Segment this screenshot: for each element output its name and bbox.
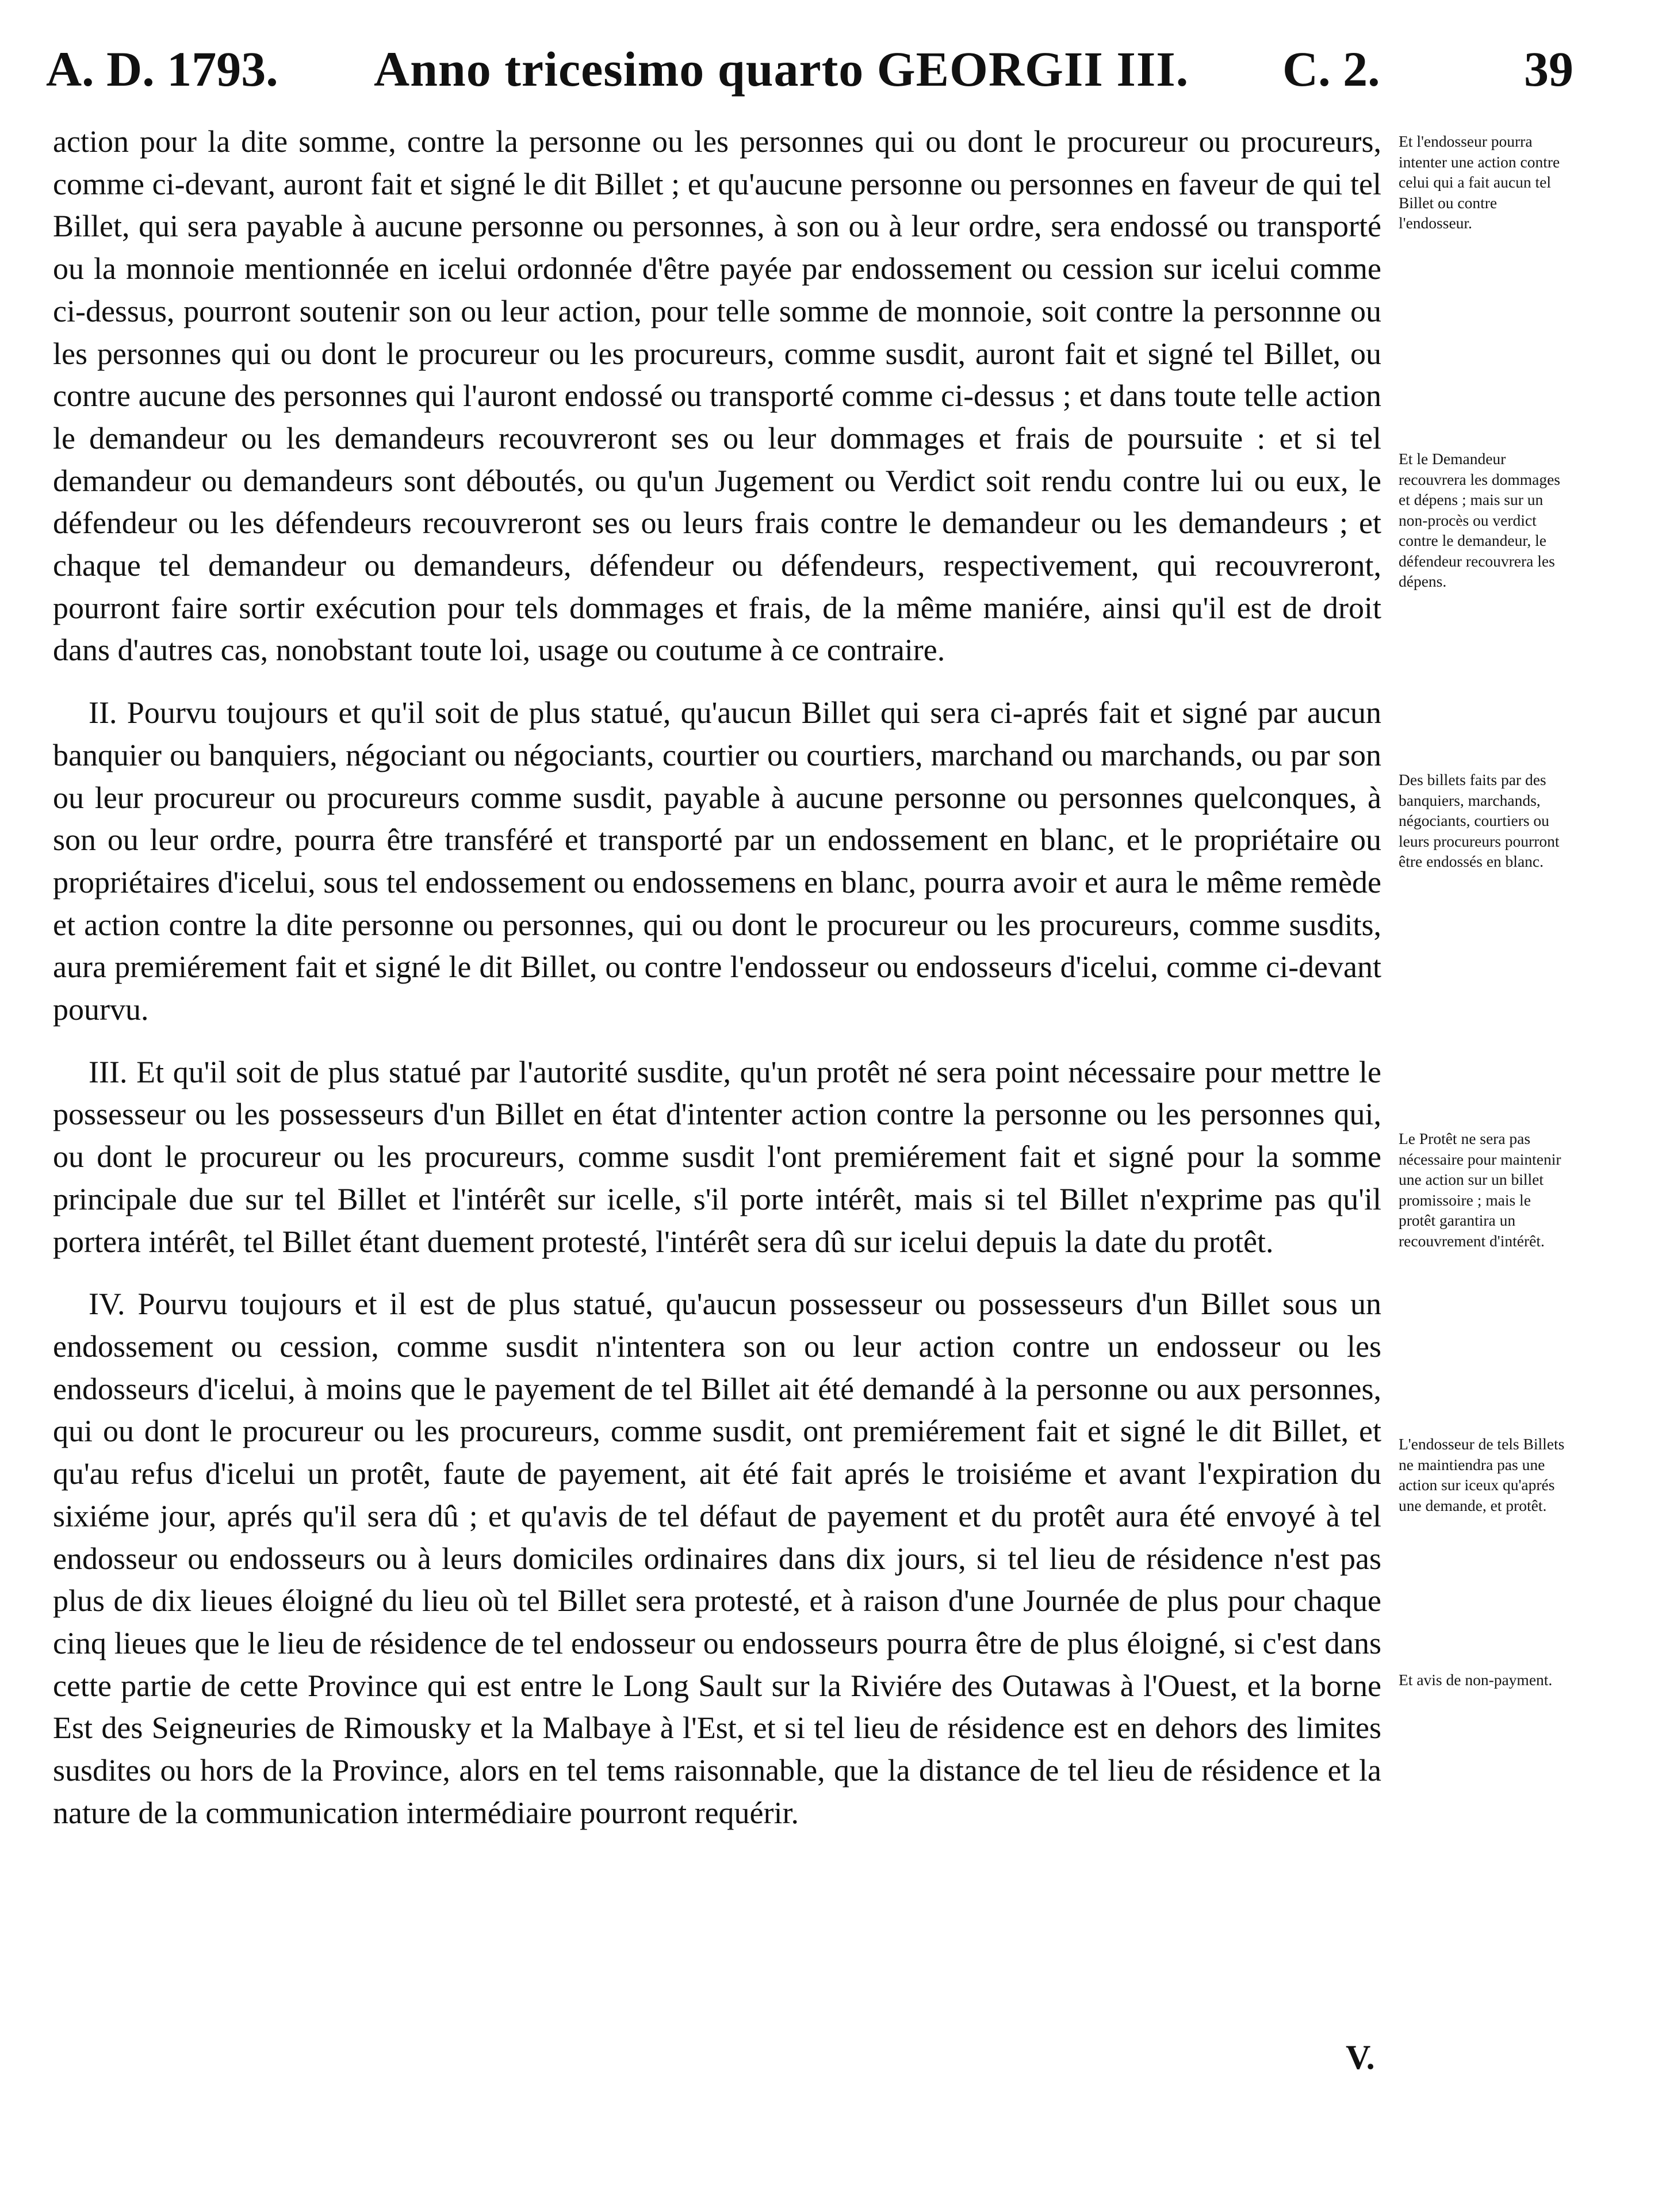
margin-note-damages-costs: Et le Demandeur recouvrera les dommages et dépens ; mais sur un non-procès ou verdict contre le demandeur, le défendeur recouvrera les dépens. [1399,450,1560,590]
running-header [46,35,1599,109]
margin-note-demand-protest: L'endosseur de tels Billets ne maintiendra pas une action sur iceux qu'aprés une demande, et protêt. [1399,1435,1565,1514]
margin-note-non-payment: Et avis de non-payment. [1399,1671,1553,1689]
body-text [53,121,1381,1834]
paragraph-continuation: action pour la dite somme, contre la personne ou les personnes qui ou dont le procureur ou procureurs, comme ci-devant, auront fait et signé le dit Billet ; et qu'aucune personne ou personnes en faveur de qui tel Billet, qui sera payable à aucune personne ou personnes, à son ou à leur ordre, sera endossé ou transporté ou la monnoie mentionnée en icelui ordonnée d'être payée par endossement ou cession sur icelui comme ci-dessus, pourront soutenir son ou leur action, pour telle somme de monnoie, soit contre la personnne ou les personnes qui ou dont le procureur ou les procureurs, comme susdit, auront fait et signé tel Billet, ou contre aucune des personnes qui l'auront endossé ou transporté comme ci-dessus ; et dans toute telle action le demandeur ou les demandeurs recouvreront ses ou leur dommages et frais de poursuite : et si tel demandeur ou demandeurs sont déboutés, ou qu'un Jugement ou Verdict soit rendu contre lui ou eux, le défendeur ou les défendeurs recouvreront ses ou leurs frais contre le demandeur ou les demandeurs ; et chaque tel demandeur ou demandeurs, défendeur ou défendeurs, respectivement, qui recouvreront, pourront faire sortir exécution pour tels dommages et frais, de la même maniére, ainsi qu'il est de droit dans d'autres cas, nonobstant toute loi, usage ou coutume à ce contraire. [53,124,1381,668]
margin-note-blank-endorsement: Des billets faits par des banquiers, marchands, négociants, courtiers ou leurs procureurs pourront être endossés en blanc. [1399,771,1560,870]
page-number: 39 [1524,41,1573,97]
catchword: V. [1346,2038,1375,2076]
header-year: A. D. 1793. [46,41,278,97]
paragraph-section-4: IV. Pourvu toujours et il est de plus statué, qu'aucun possesseur ou possesseurs d'un Billet sous un endossement ou cession, comme susdit n'intentera son ou leur action contre un endosseur ou les endosseurs d'icelui, à moins que le payement de tel Billet ait été demandé à la personne ou aux personnes, qui ou dont le procureur ou les procureurs, comme susdit, ont premiérement fait et signé le dit Billet, et qu'au refus d'icelui un protêt, faute de payement, ait été fait aprés le troisiéme et avant l'expiration du sixiéme jour, aprés qu'il sera dû ; et qu'avis de tel défaut de payement et du protêt aura été envoyé à tel endosseur ou endosseurs ou à leurs domiciles ordinaires dans dix jours, si tel lieu de résidence n'est pas plus de dix lieues éloigné du lieu où tel Billet sera protesté, et à raison d'une Journée de plus pour chaque cinq lieues que le lieu de résidence de tel endosseur ou endosseurs pourra être de plus éloigné, si c'est dans cette partie de cette Province qui est entre le Long Sault sur la Riviére des Outawas à l'Ouest, et la borne Est des Seigneuries de Rimousky et la Malbaye à l'Est, et si tel lieu de résidence est en dehors des limites susdites ou hors de la Province, alors en tel tems raisonnable, que la distance de tel lieu de résidence et la nature de la communication intermédiaire pourront requérir. [53,1287,1381,1830]
header-title: Anno tricesimo quarto GEORGII III. [374,41,1189,97]
paragraph-section-2: II. Pourvu toujours et qu'il soit de plus statué, qu'aucun Billet qui sera ci-aprés fait et signé par aucun banquier ou banquiers, négociant ou négociants, courtier ou courtiers, marchand ou marchands, ou par son ou leur procureur ou procureurs comme susdit, payable à aucune personne ou personnes quelconques, à son ou leur ordre, pourra être transféré et transporté par un endossement en blanc, et le propriétaire ou propriétaires d'icelui, sous tel endossement ou endossemens en blanc, pourra avoir et aura le même remède et action contre la dite personne ou personnes, qui ou dont le procureur ou les procureurs, comme susdits, aura premiérement fait et signé le dit Billet, ou contre l'endosseur ou endosseurs d'icelui, comme ci-devant pourvu. [53,695,1381,1027]
margin-note-endorser-action: Et l'endosseur pourra intenter une action contre celui qui a fait aucun tel Billet ou contre l'endosseur. [1399,132,1560,232]
margin-note-protest: Le Protêt ne sera pas nécessaire pour maintenir une action sur un billet promissoire ; mais le protêt garantira un recouvrement d'intérêt. [1399,1130,1561,1250]
paragraph-section-3: III. Et qu'il soit de plus statué par l'autorité susdite, qu'un protêt né sera point nécessaire pour mettre le possesseur ou les possesseurs d'un Billet en état d'intenter action contre la personne ou les personnes qui, ou dont le procureur ou les procureurs, comme susdit l'ont premiérement fait et signé pour la somme principale due sur tel Billet et l'intérêt sur icelle, s'il porte intérêt, mais si tel Billet n'exprime pas qu'il portera intérêt, tel Billet étant duement protesté, l'intérêt sera dû sur icelui depuis la date du protêt. [53,1054,1381,1259]
header-chapter: C. 2. [1282,41,1380,97]
